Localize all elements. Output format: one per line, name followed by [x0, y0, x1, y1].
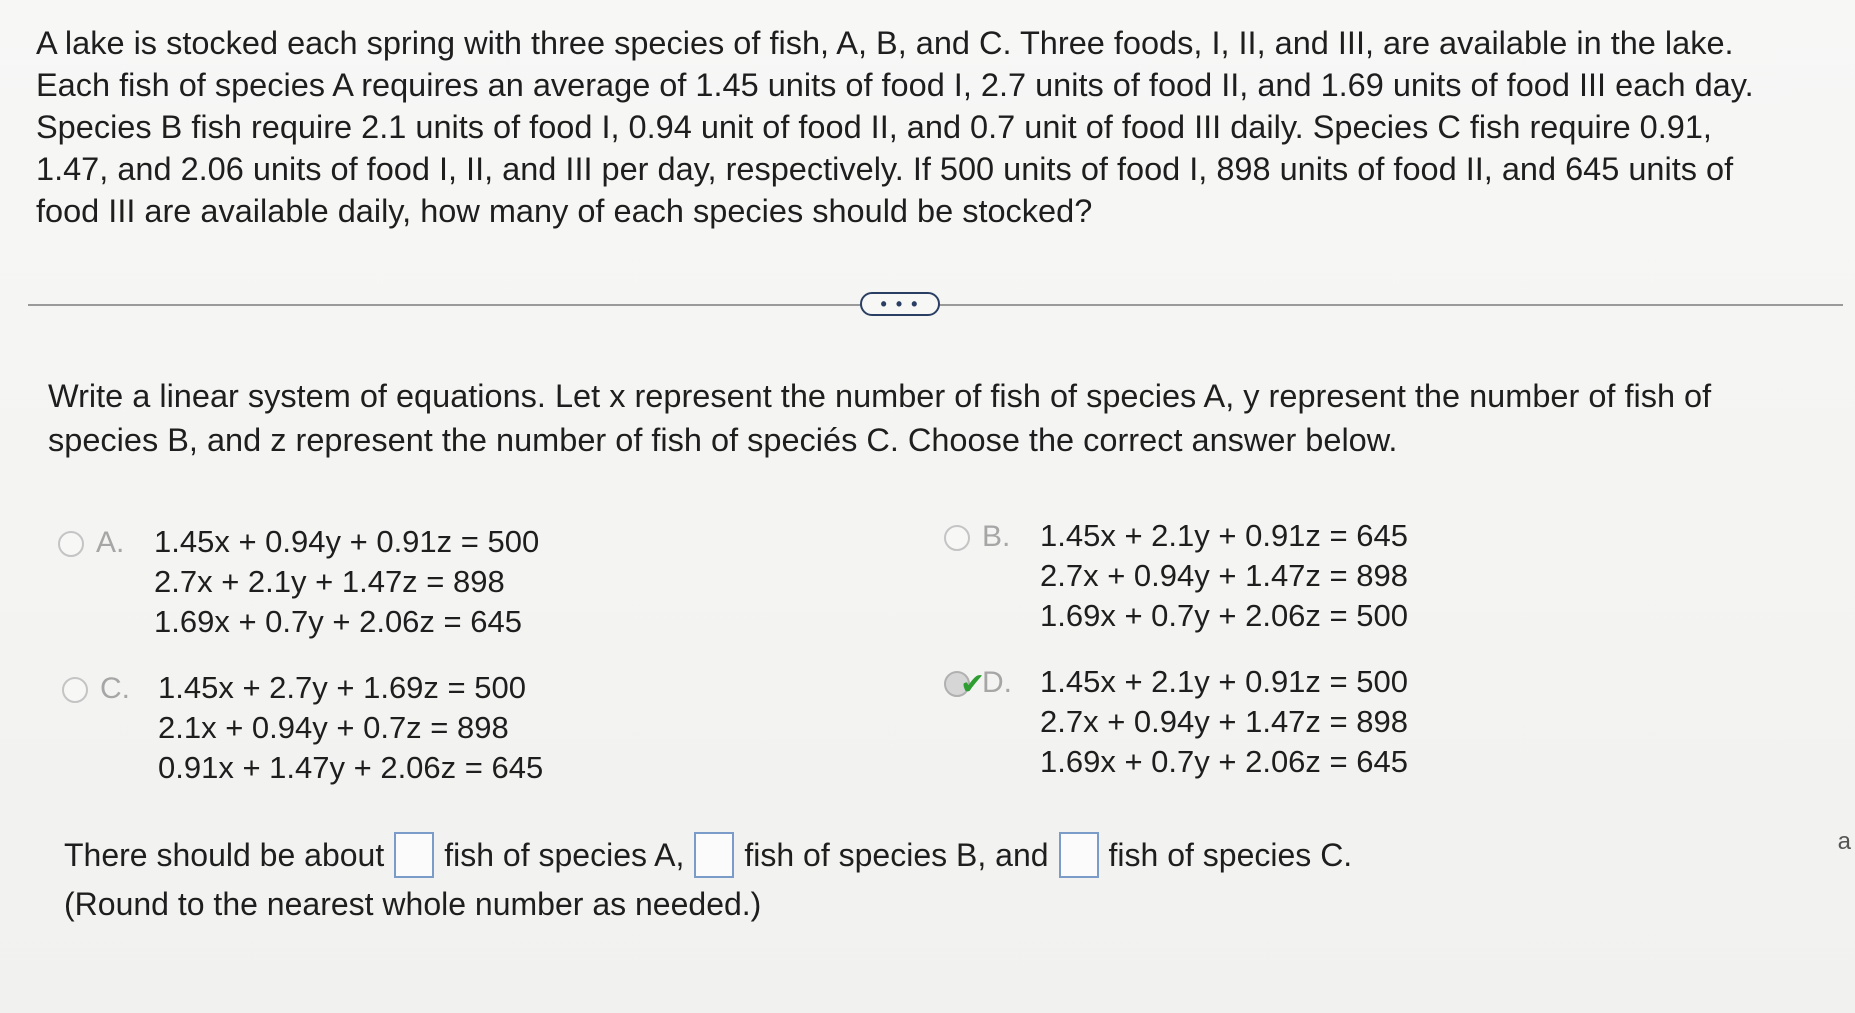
- equation-system: [1040, 662, 1408, 782]
- problem-line: food III are available daily, how many of each species should be stocked?: [36, 193, 1093, 229]
- problem-statement: [36, 22, 1816, 232]
- problem-line: Species B fish require 2.1 units of food I, 0.94 unit of food II, and 0.7 unit of food III daily. Species C fish require 0.91,: [36, 109, 1712, 145]
- question-line: Write a linear system of equations. Let x represent the number of fish of species A, y represent the number of fish of: [48, 378, 1712, 414]
- check-mark-icon: ✔: [960, 668, 986, 701]
- answer-text: fish of species C.: [1108, 837, 1353, 873]
- question-prompt: [48, 374, 1808, 462]
- radio-circle-icon[interactable]: [58, 531, 84, 557]
- equation: 1.45x + 2.7y + 1.69z = 500: [158, 670, 526, 705]
- answer-sentence: [64, 832, 1352, 878]
- equation: 2.7x + 0.94y + 1.47z = 898: [1040, 558, 1408, 593]
- question-line: species B, and z represent the number of fish of speciés C. Choose the correct answer below.: [48, 422, 1398, 458]
- choice-letter: B.: [982, 520, 1011, 553]
- radio-circle-icon[interactable]: [944, 668, 986, 701]
- answer-section: [64, 832, 1352, 926]
- radio-circle-icon[interactable]: [62, 677, 88, 703]
- equation: 1.45x + 2.1y + 0.91z = 645: [1040, 518, 1408, 553]
- species-a-input[interactable]: [394, 832, 434, 878]
- equation-system: [154, 522, 539, 642]
- ellipsis-icon: • • •: [880, 294, 920, 314]
- radio-circle-icon[interactable]: [944, 525, 970, 551]
- rounding-note: (Round to the nearest whole number as needed.): [64, 886, 762, 922]
- show-more-button[interactable]: [860, 292, 940, 316]
- problem-line: Each fish of species A requires an average of 1.45 units of food I, 2.7 units of food II, and 1.69 units of food III each day.: [36, 67, 1754, 103]
- equation: 1.45x + 2.1y + 0.91z = 500: [1040, 664, 1408, 699]
- answer-text: There should be about: [64, 837, 385, 873]
- equation: 2.7x + 2.1y + 1.47z = 898: [154, 564, 505, 599]
- equation: 2.1x + 0.94y + 0.7z = 898: [158, 710, 509, 745]
- equation-system: [1040, 516, 1408, 636]
- choice-b[interactable]: [944, 516, 1408, 636]
- choice-a[interactable]: [58, 522, 539, 642]
- equation: 1.69x + 0.7y + 2.06z = 645: [1040, 744, 1408, 779]
- species-c-input[interactable]: [1059, 832, 1099, 878]
- equation: 2.7x + 0.94y + 1.47z = 898: [1040, 704, 1408, 739]
- equation: 1.45x + 0.94y + 0.91z = 500: [154, 524, 540, 559]
- choice-d[interactable]: [944, 662, 1408, 782]
- choice-letter: A.: [96, 526, 125, 559]
- choice-letter: C.: [100, 672, 130, 705]
- equation-system: [158, 668, 543, 788]
- problem-line: 1.47, and 2.06 units of food I, II, and III per day, respectively. If 500 units of food I, 898 units of food II, and 645 units of: [36, 151, 1734, 187]
- answer-text: fish of species A,: [444, 837, 685, 873]
- equation: 1.69x + 0.7y + 2.06z = 645: [154, 604, 522, 639]
- edge-text-fragment: a: [1837, 828, 1851, 855]
- choice-letter: D.: [982, 666, 1012, 699]
- equation: 1.69x + 0.7y + 2.06z = 500: [1040, 598, 1408, 633]
- answer-text: fish of species B, and: [744, 837, 1049, 873]
- choice-c[interactable]: [62, 668, 543, 788]
- equation: 0.91x + 1.47y + 2.06z = 645: [158, 750, 544, 785]
- species-b-input[interactable]: [694, 832, 734, 878]
- problem-line: A lake is stocked each spring with three species of fish, A, B, and C. Three foods, I, II, and III, are available in the lake.: [36, 25, 1734, 61]
